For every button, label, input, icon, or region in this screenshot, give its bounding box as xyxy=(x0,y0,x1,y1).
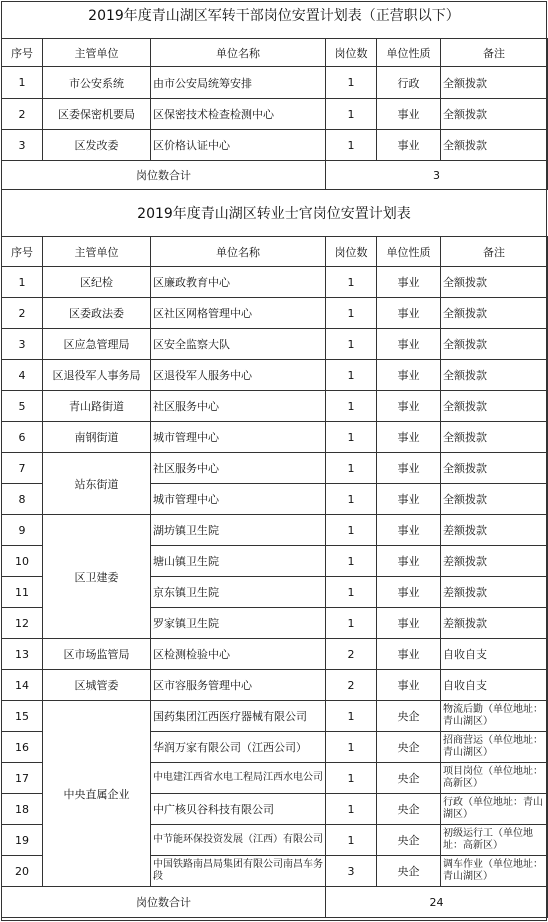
cell-remark: 招商营运（单位地址：青山湖区） xyxy=(441,732,548,763)
cell-count: 3 xyxy=(326,856,377,887)
cell-nature: 央企 xyxy=(377,794,441,825)
cell-count: 1 xyxy=(326,67,377,99)
cell-seq: 18 xyxy=(2,794,43,825)
cell-count: 1 xyxy=(326,701,377,732)
table-row xyxy=(2,639,548,670)
cell-unit: 城市管理中心 xyxy=(151,484,326,515)
cell-remark: 全额拨款 xyxy=(441,298,548,329)
cell-nature: 事业 xyxy=(377,670,441,701)
cell-nature: 央企 xyxy=(377,763,441,794)
cell-seq: 13 xyxy=(2,639,43,670)
cell-unit: 华润万家有限公司（江西公司） xyxy=(151,732,326,763)
cell-dept: 中央直属企业 xyxy=(43,701,151,887)
cell-unit: 由市公安局统筹安排 xyxy=(151,67,326,99)
cell-unit: 社区服务中心 xyxy=(151,453,326,484)
cell-seq: 3 xyxy=(2,329,43,360)
cell-seq: 14 xyxy=(2,670,43,701)
cell-unit: 中广核贝谷科技有限公司 xyxy=(151,794,326,825)
cell-seq: 1 xyxy=(2,267,43,298)
cell-remark: 差额拨款 xyxy=(441,577,548,608)
cell-nature: 央企 xyxy=(377,856,441,887)
cell-count: 1 xyxy=(326,794,377,825)
table2-header-row xyxy=(2,237,548,267)
cell-dept: 区城管委 xyxy=(43,670,151,701)
table-row xyxy=(2,99,548,130)
cell-remark: 初级运行工（单位地址：高新区） xyxy=(441,825,548,856)
cell-dept: 区委政法委 xyxy=(43,298,151,329)
cell-unit: 湖坊镇卫生院 xyxy=(151,515,326,546)
cell-nature: 事业 xyxy=(377,639,441,670)
table1-header-row xyxy=(2,39,548,67)
cell-unit: 塘山镇卫生院 xyxy=(151,546,326,577)
header-remark: 备注 xyxy=(441,39,548,67)
cell-count: 1 xyxy=(326,546,377,577)
cell-remark: 全额拨款 xyxy=(441,267,548,298)
cell-unit: 区保密技术检查检测中心 xyxy=(151,99,326,130)
cell-unit: 国药集团江西医疗器械有限公司 xyxy=(151,701,326,732)
header-nature: 单位性质 xyxy=(377,237,441,267)
cell-remark: 全额拨款 xyxy=(441,67,548,99)
cell-seq: 20 xyxy=(2,856,43,887)
header-seq: 序号 xyxy=(2,39,43,67)
cell-nature: 事业 xyxy=(377,360,441,391)
cell-unit: 区安全监察大队 xyxy=(151,329,326,360)
cell-dept: 区退役军人事务局 xyxy=(43,360,151,391)
cell-count: 1 xyxy=(326,329,377,360)
table2 xyxy=(1,236,548,918)
cell-dept: 市公安系统 xyxy=(43,67,151,99)
table-row xyxy=(2,515,548,546)
cell-unit: 中节能环保投资发展（江西）有限公司 xyxy=(151,825,326,856)
cell-nature: 事业 xyxy=(377,577,441,608)
cell-dept: 区发改委 xyxy=(43,130,151,161)
cell-dept: 区卫建委 xyxy=(43,515,151,639)
table-row xyxy=(2,670,548,701)
cell-seq: 15 xyxy=(2,701,43,732)
cell-unit: 京东镇卫生院 xyxy=(151,577,326,608)
cell-unit: 区社区网格管理中心 xyxy=(151,298,326,329)
cell-count: 1 xyxy=(326,422,377,453)
cell-dept: 南钢街道 xyxy=(43,422,151,453)
header-unit: 单位名称 xyxy=(151,237,326,267)
cell-seq: 2 xyxy=(2,298,43,329)
cell-count: 1 xyxy=(326,484,377,515)
header-count: 岗位数 xyxy=(326,39,377,67)
cell-seq: 9 xyxy=(2,515,43,546)
cell-remark: 全额拨款 xyxy=(441,391,548,422)
cell-nature: 事业 xyxy=(377,99,441,130)
cell-remark: 项目岗位（单位地址：高新区） xyxy=(441,763,548,794)
cell-dept: 青山路街道 xyxy=(43,391,151,422)
cell-seq: 19 xyxy=(2,825,43,856)
cell-remark: 差额拨款 xyxy=(441,515,548,546)
cell-remark: 全额拨款 xyxy=(441,99,548,130)
header-seq: 序号 xyxy=(2,237,43,267)
table-row xyxy=(2,422,548,453)
cell-remark: 全额拨款 xyxy=(441,453,548,484)
cell-nature: 事业 xyxy=(377,130,441,161)
table-row xyxy=(2,360,548,391)
table2-title: 2019年度青山湖区转业士官岗位安置计划表 xyxy=(137,206,411,222)
total-label: 岗位数合计 xyxy=(2,161,326,190)
cell-nature: 事业 xyxy=(377,608,441,639)
header-remark: 备注 xyxy=(441,237,548,267)
cell-nature: 事业 xyxy=(377,515,441,546)
cell-seq: 2 xyxy=(2,99,43,130)
cell-count: 1 xyxy=(326,99,377,130)
cell-count: 1 xyxy=(326,608,377,639)
cell-unit: 区廉政教育中心 xyxy=(151,267,326,298)
header-nature: 单位性质 xyxy=(377,39,441,67)
cell-seq: 10 xyxy=(2,546,43,577)
cell-remark: 物流后勤（单位地址：青山湖区） xyxy=(441,701,548,732)
cell-count: 1 xyxy=(326,825,377,856)
cell-nature: 事业 xyxy=(377,329,441,360)
cell-unit: 区退役军人服务中心 xyxy=(151,360,326,391)
table1 xyxy=(1,38,548,190)
cell-remark: 自收自支 xyxy=(441,670,548,701)
cell-nature: 事业 xyxy=(377,391,441,422)
cell-count: 1 xyxy=(326,515,377,546)
cell-unit: 罗家镇卫生院 xyxy=(151,608,326,639)
cell-seq: 12 xyxy=(2,608,43,639)
cell-remark: 全额拨款 xyxy=(441,422,548,453)
cell-nature: 事业 xyxy=(377,484,441,515)
cell-count: 1 xyxy=(326,453,377,484)
cell-nature: 央企 xyxy=(377,701,441,732)
cell-nature: 央企 xyxy=(377,732,441,763)
cell-count: 1 xyxy=(326,267,377,298)
cell-nature: 事业 xyxy=(377,298,441,329)
table-row xyxy=(2,67,548,99)
cell-remark: 全额拨款 xyxy=(441,360,548,391)
header-count: 岗位数 xyxy=(326,237,377,267)
table2-total-row xyxy=(2,887,548,918)
cell-remark: 行政（单位地址：青山湖区） xyxy=(441,794,548,825)
cell-nature: 事业 xyxy=(377,546,441,577)
table-row xyxy=(2,453,548,484)
cell-count: 2 xyxy=(326,670,377,701)
cell-seq: 4 xyxy=(2,360,43,391)
cell-nature: 事业 xyxy=(377,422,441,453)
table-row xyxy=(2,298,548,329)
cell-count: 1 xyxy=(326,391,377,422)
cell-nature: 行政 xyxy=(377,67,441,99)
total-label: 岗位数合计 xyxy=(2,887,326,918)
cell-remark: 全额拨款 xyxy=(441,329,548,360)
cell-count: 1 xyxy=(326,360,377,391)
table-row xyxy=(2,391,548,422)
table2-body xyxy=(2,267,548,887)
table-row xyxy=(2,329,548,360)
cell-unit: 城市管理中心 xyxy=(151,422,326,453)
cell-unit: 区价格认证中心 xyxy=(151,130,326,161)
table-row xyxy=(2,130,548,161)
cell-seq: 1 xyxy=(2,67,43,99)
cell-unit: 中国铁路南昌局集团有限公司南昌车务段 xyxy=(151,856,326,887)
cell-nature: 事业 xyxy=(377,267,441,298)
table-row xyxy=(2,267,548,298)
cell-count: 1 xyxy=(326,577,377,608)
header-unit: 单位名称 xyxy=(151,39,326,67)
cell-remark: 调车作业（单位地址：青山湖区） xyxy=(441,856,548,887)
total-value: 3 xyxy=(326,161,548,190)
header-dept: 主管单位 xyxy=(43,237,151,267)
cell-seq: 17 xyxy=(2,763,43,794)
cell-seq: 6 xyxy=(2,422,43,453)
table1-title: 2019年度青山湖区军转干部岗位安置计划表（正营职以下） xyxy=(88,8,460,24)
cell-dept: 站东街道 xyxy=(43,453,151,515)
cell-seq: 11 xyxy=(2,577,43,608)
cell-unit: 区检测检验中心 xyxy=(151,639,326,670)
cell-unit: 社区服务中心 xyxy=(151,391,326,422)
cell-count: 1 xyxy=(326,732,377,763)
cell-seq: 16 xyxy=(2,732,43,763)
cell-dept: 区应急管理局 xyxy=(43,329,151,360)
cell-nature: 央企 xyxy=(377,825,441,856)
cell-remark: 差额拨款 xyxy=(441,546,548,577)
cell-unit: 区市容服务管理中心 xyxy=(151,670,326,701)
cell-count: 1 xyxy=(326,130,377,161)
cell-remark: 差额拨款 xyxy=(441,608,548,639)
cell-count: 2 xyxy=(326,639,377,670)
total-value: 24 xyxy=(326,887,548,918)
cell-count: 1 xyxy=(326,763,377,794)
cell-unit: 中电建江西省水电工程局江西水电公司 xyxy=(151,763,326,794)
cell-remark: 全额拨款 xyxy=(441,130,548,161)
cell-nature: 事业 xyxy=(377,453,441,484)
table1-total-row xyxy=(2,161,548,190)
cell-dept: 区委保密机要局 xyxy=(43,99,151,130)
cell-dept: 区纪检 xyxy=(43,267,151,298)
cell-dept: 区市场监管局 xyxy=(43,639,151,670)
cell-seq: 8 xyxy=(2,484,43,515)
cell-count: 1 xyxy=(326,298,377,329)
table-row xyxy=(2,701,548,732)
cell-seq: 3 xyxy=(2,130,43,161)
cell-remark: 全额拨款 xyxy=(441,484,548,515)
cell-remark: 自收自支 xyxy=(441,639,548,670)
cell-seq: 7 xyxy=(2,453,43,484)
header-dept: 主管单位 xyxy=(43,39,151,67)
cell-seq: 5 xyxy=(2,391,43,422)
